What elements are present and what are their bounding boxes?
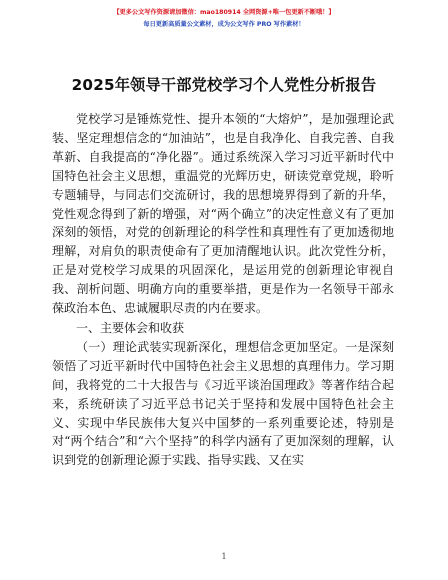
document-title: 2025年领导干部党校学习个人党性分析报告 bbox=[71, 76, 377, 94]
page-number: 1 bbox=[221, 552, 227, 561]
promo-banner-line-2: 每日更新高质量公文素材，成为公文写作 PRO 写作素材！ bbox=[143, 21, 305, 28]
document-body bbox=[52, 110, 394, 470]
section-heading: 一、主要体会和收获 bbox=[76, 320, 185, 335]
subsection-paragraph: （一）理论武装实现新深化，理想信念更加坚定。一是深刻领悟了习近平新时代中国特色社会主义思想的真理伟力。学习期间，我将党的二十大报告与《习近平谈治国理政》等著作结合起来，系统研读了习近平总书记关于坚持和发展中国特色社会主义、实现中华民族伟大复兴中国梦的一系列重要论述，特别是对“两个结合”和“六个坚持”的科学内涵有了更加深刻的理解，认识到党的创新理论源于实践、指导实践、又在实 bbox=[52, 339, 394, 468]
intro-paragraph: 党校学习是锤炼党性、提升本领的“大熔炉”，是加强理论武装、坚定理想信念的“加油站”，也是自我净化、自我完善、自我革新、自我提高的“净化器”。通过系统深入学习习近平新时代中国特色社会主义思想，重温党的光辉历史，研读党章党规，聆听专题辅导，与同志们交流研讨，我的思想境界得到了新的升华，党性观念得到了新的增强，对“两个确立”的决定性意义有了更加深刻的领悟，对党的创新理论的科学性和真理性有了更加透彻地理解，对肩负的职责使命有了更加清醒地认识。此次党性分析，正是对党校学习成果的巩固深化，是运用党的创新理论审视自我、剖析问题、明确方向的重要举措，更是作为一名领导干部永葆政治本色、忠诚履职尽责的内在要求。 bbox=[52, 112, 394, 316]
promo-banner-line-1: 【更多公文写作资源请加微信：mao180914 全网资源+唯一包更新不断哦！】 bbox=[113, 9, 335, 16]
